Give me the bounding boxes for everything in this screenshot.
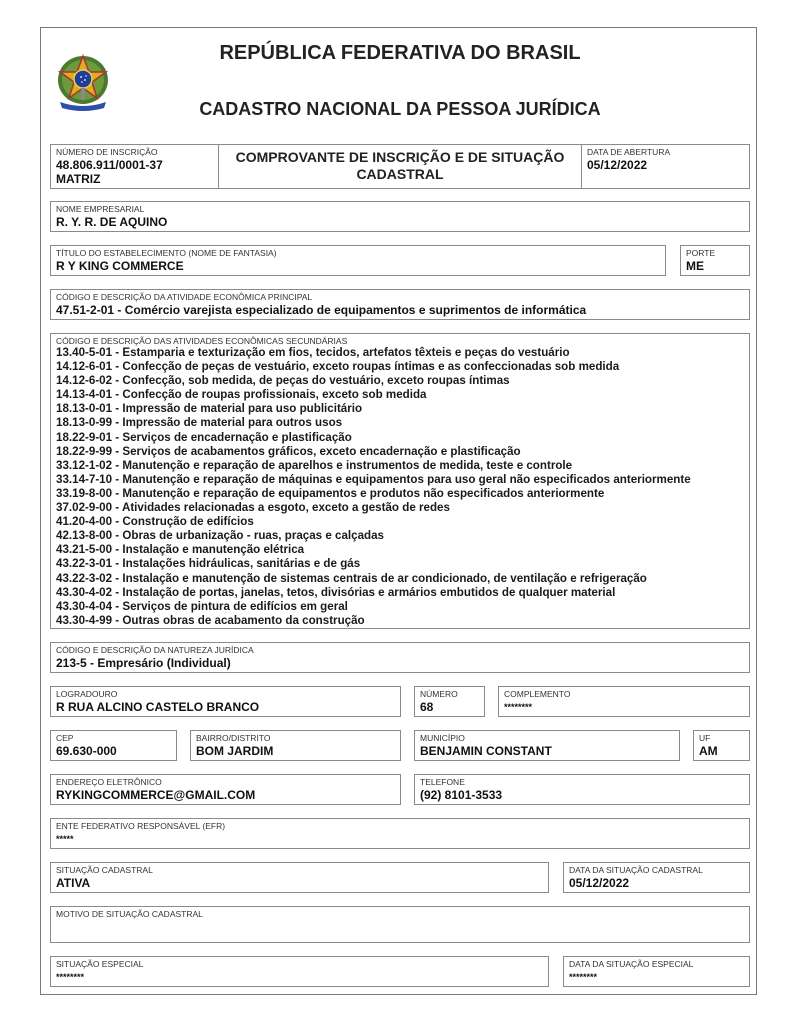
data-situacao-label: DATA DA SITUAÇÃO CADASTRAL [569,865,703,875]
atividade-secundaria-item: 14.12-6-01 - Confecção de peças de vestuário, exceto roupas íntimas e as confeccionadas sob medida [56,360,620,374]
porte-label: PORTE [686,248,716,258]
complemento-box [498,686,750,717]
atividade-secundaria-item: 33.19-8-00 - Manutenção e reparação de equipamentos e produtos não especificados anteriormente [56,486,605,500]
logradouro-value: R RUA ALCINO CASTELO BRANCO [56,700,260,714]
atividades-secundarias-list [56,346,691,628]
atividade-secundaria-item: 13.40-5-01 - Estamparia e texturização em fios, tecidos, artefatos têxteis e peças do vestuário [56,346,570,359]
abertura-value: 05/12/2022 [587,158,648,172]
atividade-secundaria-item: 43.22-3-02 - Instalação e manutenção de sistemas centrais de ar condicionado, de ventilação e refrigeração [56,571,647,585]
bairro-label: BAIRRO/DISTRITO [196,733,271,743]
cep-value: 69.630-000 [56,744,117,758]
situacao-especial-box [50,956,549,987]
municipio-value: BENJAMIN CONSTANT [420,744,552,758]
efr-value: ***** [56,834,74,844]
numero-label: NÚMERO [420,689,458,699]
email-value: RYKINGCOMMERCE@GMAIL.COM [56,788,256,802]
atividades-secundarias-label: CÓDIGO E DESCRIÇÃO DAS ATIVIDADES ECONÔMICAS SECUNDÁRIAS [56,336,348,346]
efr-box [50,818,750,849]
porte-value: ME [686,259,704,273]
comprovante-title [219,149,581,183]
efr-label: ENTE FEDERATIVO RESPONSÁVEL (EFR) [56,821,226,831]
abertura-label: DATA DE ABERTURA [587,147,671,157]
atividade-secundaria-item: 43.30-4-02 - Instalação de portas, janelas, tetos, divisórias e armários embutidos de qualquer material [56,585,616,599]
porte-box [680,245,750,276]
atividade-secundaria-item: 18.13-0-99 - Impressão de material para outros usos [56,416,343,430]
data-situacao-especial-box [563,956,750,987]
atividade-secundaria-item: 18.13-0-01 - Impressão de material para uso publicitário [56,402,363,416]
uf-box [693,730,750,761]
cep-label: CEP [56,733,74,743]
atividade-secundaria-item: 33.14-7-10 - Manutenção e reparação de máquinas e equipamentos para uso geral não especificados anteriormente [56,472,691,486]
email-box [50,774,401,805]
numero-value: 68 [420,700,434,714]
situacao-especial-label: SITUAÇÃO ESPECIAL [56,959,144,969]
complemento-label: COMPLEMENTO [504,689,571,699]
bairro-box [190,730,401,761]
atividade-secundaria-item: 18.22-9-99 - Serviços de acabamentos gráficos, exceto encadernação e plastificação [56,444,521,458]
logradouro-label: LOGRADOURO [56,689,118,699]
inscricao-box [50,144,219,189]
atividade-secundaria-item: 33.12-1-02 - Manutenção e reparação de aparelhos e instrumentos de medida, teste e controle [56,458,573,472]
municipio-box [414,730,680,761]
inscricao-value: 48.806.911/0001-37 [56,158,163,172]
atividade-secundaria-item: 14.13-4-01 - Confecção de roupas profissionais, exceto sob medida [56,388,427,402]
atividade-principal-box [50,289,750,320]
data-situacao-box [563,862,750,893]
situacao-value: ATIVA [56,876,91,890]
inscricao-tipo: MATRIZ [56,172,101,186]
telefone-value: (92) 8101-3533 [420,788,503,802]
cep-box [50,730,177,761]
page-title: REPÚBLICA FEDERATIVA DO BRASIL [219,42,581,64]
atividade-principal-label: CÓDIGO E DESCRIÇÃO DA ATIVIDADE ECONÔMICA PRINCIPAL [56,292,313,302]
motivo-label: MOTIVO DE SITUAÇÃO CADASTRAL [56,909,203,919]
uf-label: UF [699,733,711,743]
data-situacao-especial-label: DATA DA SITUAÇÃO ESPECIAL [569,959,694,969]
natureza-juridica-label: CÓDIGO E DESCRIÇÃO DA NATUREZA JURÍDICA [56,645,254,655]
fantasia-value: R Y KING COMMERCE [56,259,184,273]
abertura-box [581,144,750,189]
numero-box [414,686,485,717]
atividades-secundarias-box [50,333,750,629]
nome-empresarial-box [50,201,750,232]
uf-value: AM [699,744,718,758]
atividade-secundaria-item: 43.30-4-99 - Outras obras de acabamento da construção [56,613,365,627]
nome-empresarial-value: R. Y. R. DE AQUINO [56,215,168,229]
page-subtitle: CADASTRO NACIONAL DA PESSOA JURÍDICA [199,99,601,119]
situacao-box [50,862,549,893]
atividade-secundaria-item: 42.13-8-00 - Obras de urbanização - ruas, praças e calçadas [56,529,385,543]
atividade-secundaria-item: 37.02-9-00 - Atividades relacionadas a esgoto, exceto a gestão de redes [56,501,450,515]
atividade-secundaria-item: 43.21-5-00 - Instalação e manutenção elétrica [56,543,305,557]
municipio-label: MUNICÍPIO [420,733,465,743]
natureza-juridica-box [50,642,750,673]
fantasia-box [50,245,666,276]
brazil-coat-of-arms-icon [54,52,112,114]
inscricao-label: NÚMERO DE INSCRIÇÃO [56,147,158,157]
natureza-juridica-value: 213-5 - Empresário (Individual) [56,656,231,670]
comprovante-line2: CADASTRAL [356,166,444,182]
nome-empresarial-label: NOME EMPRESARIAL [56,204,145,214]
telefone-box [414,774,750,805]
atividade-secundaria-item: 18.22-9-01 - Serviços de encadernação e plastificação [56,430,352,444]
comprovante-box [218,144,582,189]
atividade-secundaria-item: 14.12-6-02 - Confecção, sob medida, de peças do vestuário, exceto roupas íntimas [56,374,510,388]
email-label: ENDEREÇO ELETRÔNICO [56,777,162,787]
motivo-box [50,906,750,943]
fantasia-label: TÍTULO DO ESTABELECIMENTO (NOME DE FANTASIA) [56,248,277,258]
situacao-label: SITUAÇÃO CADASTRAL [56,865,153,875]
atividade-secundaria-item: 43.30-4-04 - Serviços de pintura de edifícios em geral [56,599,348,613]
data-situacao-value: 05/12/2022 [569,876,630,890]
atividade-secundaria-item: 43.22-3-01 - Instalações hidráulicas, sanitárias e de gás [56,557,361,571]
atividade-secundaria-item: 41.20-4-00 - Construção de edifícios [56,515,254,529]
atividade-principal-value: 47.51-2-01 - Comércio varejista especializado de equipamentos e suprimentos de informática [56,303,587,317]
situacao-especial-value: ******** [56,972,85,982]
telefone-label: TELEFONE [420,777,465,787]
bairro-value: BOM JARDIM [196,744,274,758]
logradouro-box [50,686,401,717]
complemento-value: ******** [504,702,533,712]
data-situacao-especial-value: ******** [569,972,598,982]
comprovante-line1: COMPROVANTE DE INSCRIÇÃO E DE SITUAÇÃO [235,149,565,165]
